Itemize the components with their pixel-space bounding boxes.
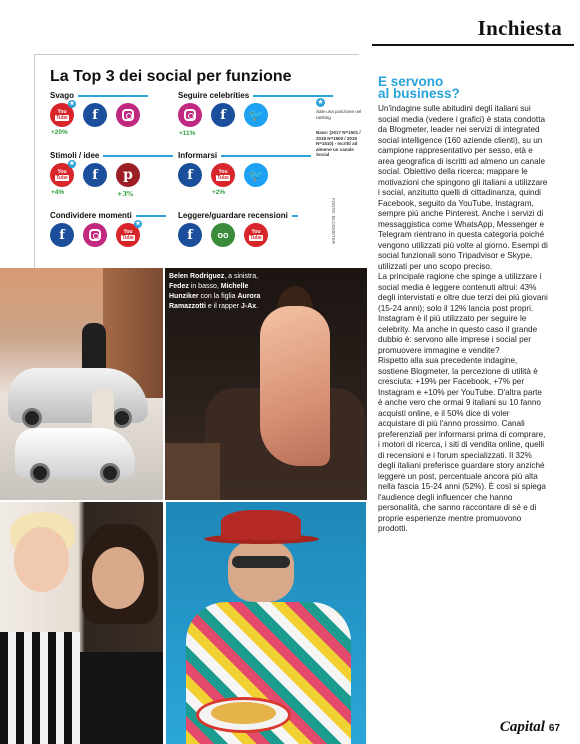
article-paragraph: La principale ragione che spinge a utilizzare i social media è leggere contenuti altrui: 43% degli intervistati e oltre due terzi dei più giovani (15-24 anni); solo il 12% lancia post propri. Instagram è il più utilizzato per seguire le celebrity. Ma anche in questo caso il grande dubbio è: servono alle imprese i social per promuovere immagine e vendite? <box>378 272 548 355</box>
growth-percent: +2% <box>212 189 226 196</box>
twitter-icon: 🐦 <box>244 163 268 187</box>
tripadvisor-icon: oo <box>211 223 235 247</box>
category-block <box>50 151 173 198</box>
twitter-icon: 🐦 <box>244 103 268 127</box>
photo-jax <box>166 502 366 744</box>
category-block <box>50 211 166 243</box>
category-label: Svago <box>50 91 148 100</box>
legend-star-text: Sale una posizione nel ranking <box>316 109 362 120</box>
category-label: Informarsi <box>178 151 311 160</box>
instagram-icon <box>178 103 202 137</box>
photo-hunziker-ramazzotti <box>0 502 163 744</box>
source-label: FONTE: BLOGMETER <box>331 198 336 245</box>
infographic-legend <box>316 98 368 158</box>
category-block <box>178 211 298 243</box>
photo-belen <box>165 268 367 500</box>
growth-percent: +20% <box>51 129 68 136</box>
category-label: Leggere/guardare recensioni <box>178 211 298 220</box>
article-paragraph: Rispetto alla sua precedente indagine, sostiene Blogmeter, la percezione di utilità è cresciuta: +19% per Facebook, +7% per Instagram e +10% per YouTube. D'altra parte è anche vero che ormai 9 italiani su 10 fanno acquisti online, e il 50% dice di voler acquistare di più l'anno prossimo. Canali preferenziali per informarsi prima di comprare, i motori di ricerca, i siti di vendita online, quelli di recensioni e i forum specializzati. Il 32% degli italiani preferisce guardare story anziché leggere un post, percentuale ancora più alta nella fascia 15-24 anni (52%). È così si spiega l'audience degli influencer che hanno personalità, che sanno raccontare di sé e di proprie esperienze mentre promuovono prodotti. <box>378 356 546 533</box>
infographic-frame-top <box>34 54 359 55</box>
infographic <box>40 58 364 266</box>
brand-logo: Capital <box>499 719 545 735</box>
star-icon: ★ <box>317 99 324 106</box>
legend-base-text: Base: (2017 N=1501 / 2018 N=1500 / 2019 N=1510) - Iscritti ad almeno un canale Social <box>316 130 361 157</box>
facebook-icon: f <box>83 103 107 127</box>
youtube-icon: You Tube <box>244 223 268 247</box>
instagram-icon <box>116 103 140 127</box>
facebook-icon: f <box>178 223 202 247</box>
category-label: Condividere momenti <box>50 211 166 220</box>
article <box>378 76 548 535</box>
infographic-title: La Top 3 dei social per funzione <box>50 68 292 85</box>
facebook-icon: f <box>211 103 235 127</box>
growth-percent: +3% <box>117 190 134 198</box>
section-rule <box>372 44 574 46</box>
category-label: Seguire celebrities <box>178 91 333 100</box>
page-number: 67 <box>548 723 560 734</box>
photo-fedez <box>0 268 163 500</box>
facebook-icon: f <box>83 163 107 187</box>
article-body <box>378 104 548 535</box>
photo-caption: Belen Rodriguez, a sinistra, Fedez in basso, Michelle Hunziker con la figlia Aurora Ramazzotti e il rapper J-Ax. <box>169 273 261 310</box>
category-block <box>50 91 148 136</box>
infographic-frame-left <box>34 54 35 269</box>
star-icon: ★ <box>135 221 141 227</box>
page-footer <box>500 719 560 736</box>
article-title: E servono al business? <box>378 74 460 101</box>
youtube-icon: You Tube ★ <box>116 223 140 247</box>
facebook-icon: f <box>178 163 202 187</box>
section-title: Inchiesta <box>477 16 562 40</box>
star-icon: ★ <box>69 161 75 167</box>
growth-percent: +4% <box>51 189 65 196</box>
article-paragraph: Un'indagine sulle abitudini degli italiani sui social media (vedere i grafici) è stata condotta da Blogmeter, leader nei servizi di integrated social intelligence (160 aziende clienti), su un campione rappresentativo per sesso, età e area geografica di iscritti ad almeno un canale social. Obiettivo della ricerca: mappare le motivazioni che spingono gli italiani a utilizzare i social, anzitutto quelli di cittadinanza, quindi Facebook, seguito da YouTube, Instagram, sempre più anche Pinterest. Anche i servizi di messaggistica come WhatsApp, Messenger e Telegram rientrano in questa categoria poiché vengono utilizzati più volte al giorno. Esempi di social funzionali sono Tripadvisor e Skype, utilizzati per uno scopo preciso. <box>378 104 548 271</box>
category-label: Stimoli / idee <box>50 151 173 160</box>
category-block <box>178 91 333 137</box>
facebook-icon: f <box>50 223 74 247</box>
youtube-icon: You Tube ★ +4% <box>51 161 75 196</box>
category-block <box>178 151 311 196</box>
instagram-icon <box>83 223 107 247</box>
youtube-icon: You Tube +2% <box>211 163 235 187</box>
youtube-icon: You Tube ★ +20% <box>51 101 75 136</box>
star-icon: ★ <box>69 101 75 107</box>
pinterest-icon: p +3% <box>116 163 140 187</box>
growth-percent: +11% <box>179 130 196 137</box>
